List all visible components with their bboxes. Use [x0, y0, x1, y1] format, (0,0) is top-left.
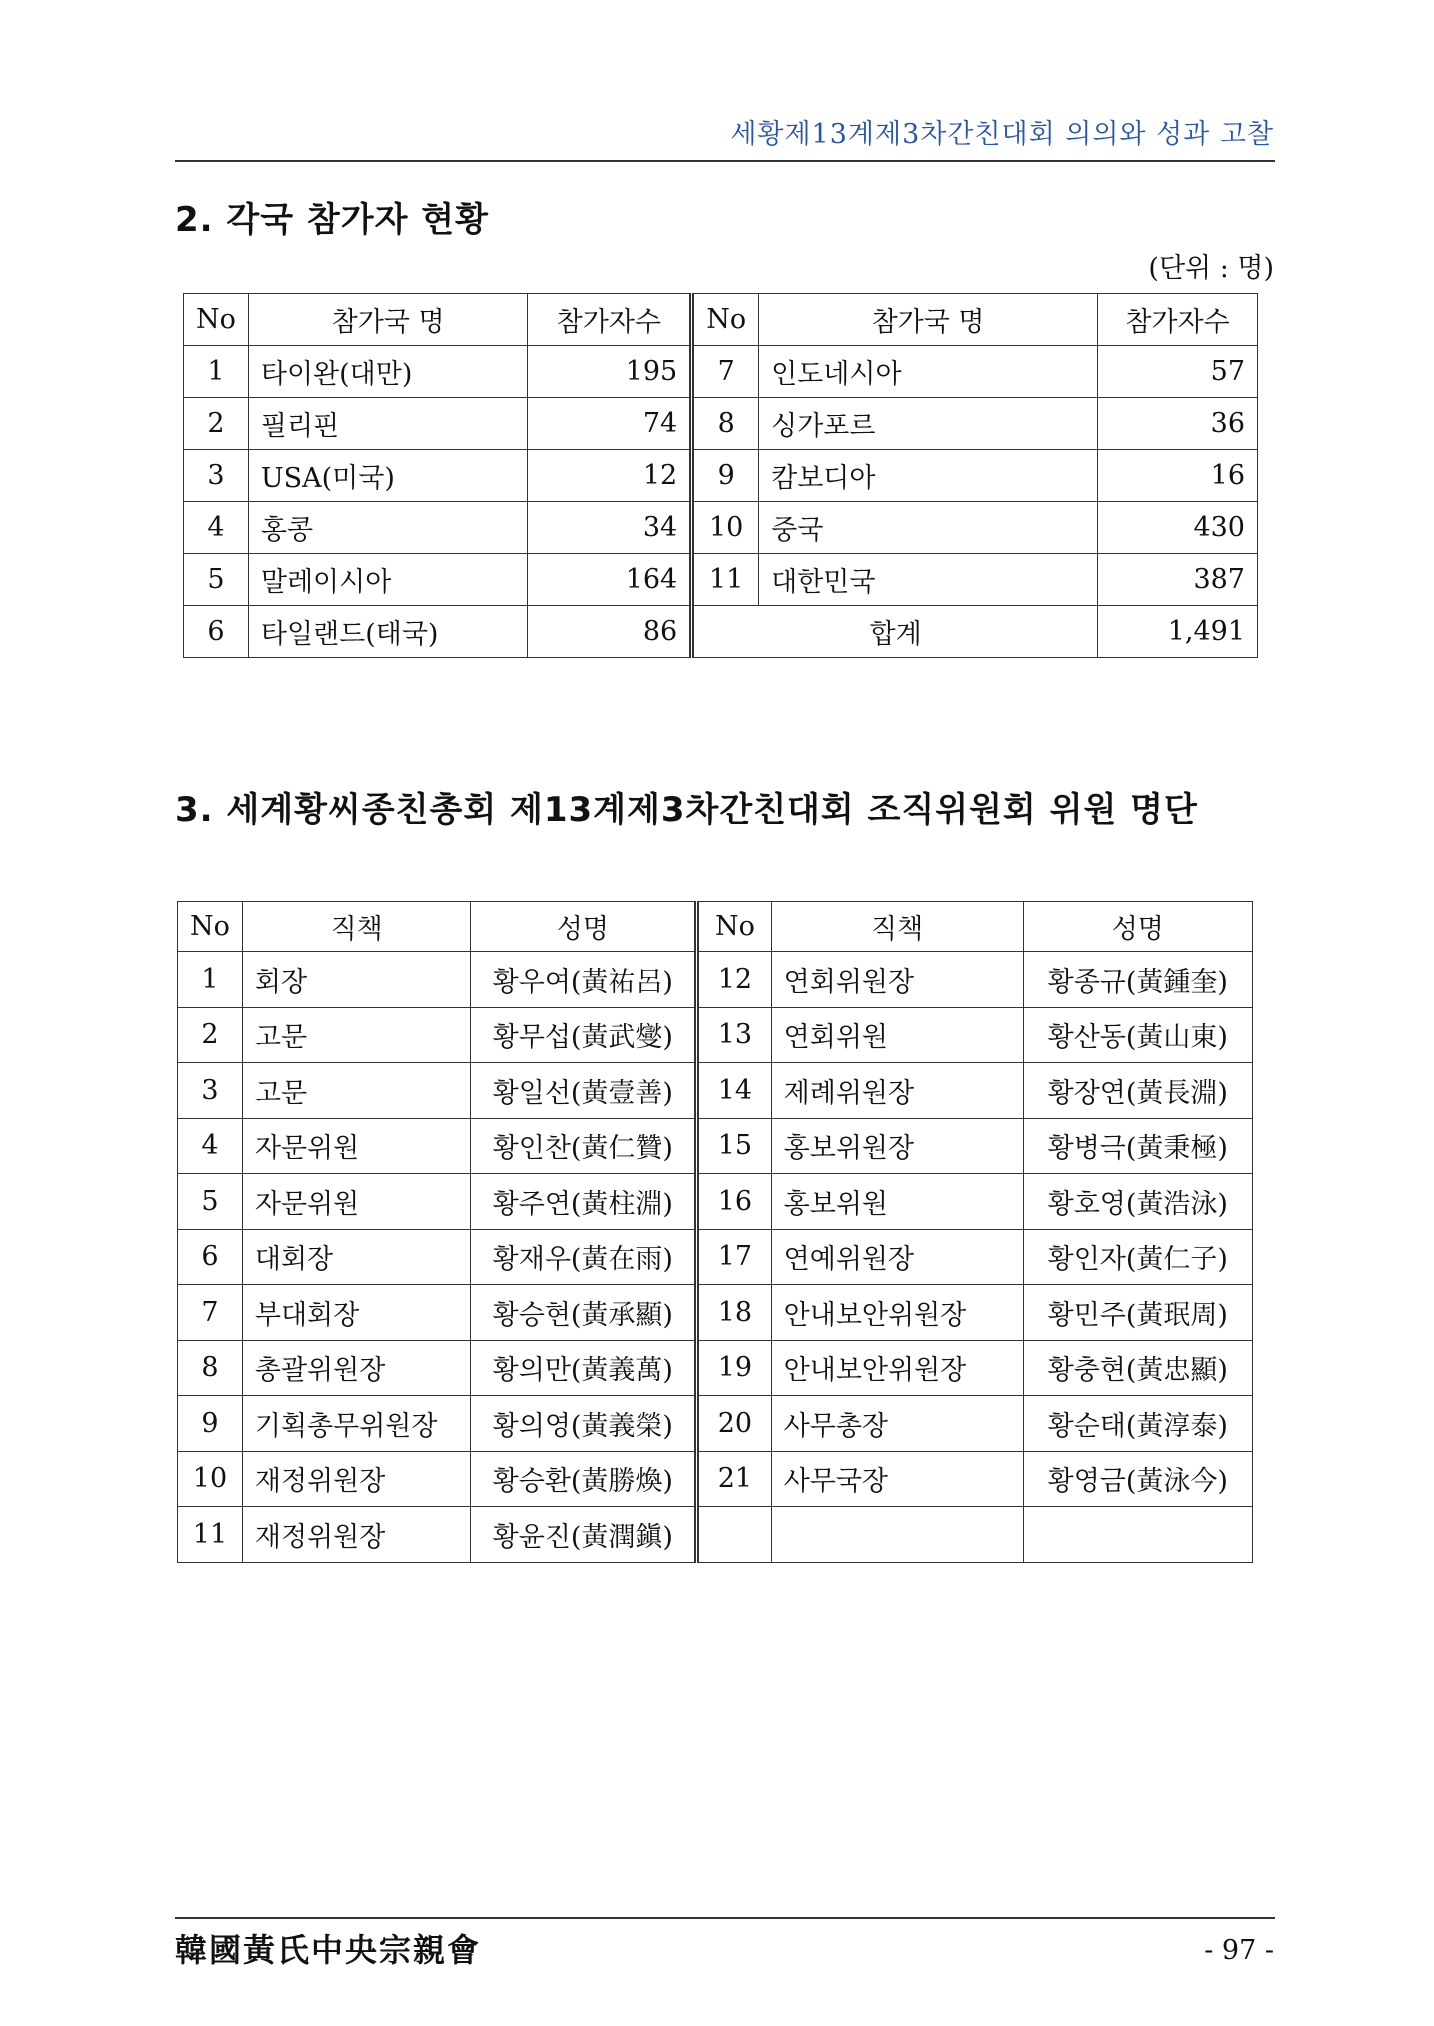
cell-position: 안내보안위원장 [771, 1340, 1023, 1396]
table-header-row [184, 294, 1258, 346]
cell-no: 11 [178, 1507, 243, 1563]
column-header: 직책 [771, 902, 1023, 952]
table-header-row [178, 902, 1253, 952]
cell-no: 8 [692, 398, 759, 450]
table-row [184, 502, 1258, 554]
cell-no: 4 [178, 1118, 243, 1174]
cell-position: 고문 [242, 1063, 471, 1119]
cell-no: 7 [178, 1285, 243, 1341]
cell-country: 타이완(대만) [248, 346, 527, 398]
cell-country: 인도네시아 [759, 346, 1098, 398]
table-row [178, 1174, 1253, 1230]
column-header: No [184, 294, 249, 346]
table-row [178, 1007, 1253, 1063]
cell-count: 430 [1098, 502, 1258, 554]
cell-name: 황의만(黃義萬) [471, 1340, 697, 1396]
cell-no: 20 [697, 1396, 771, 1452]
table-row [178, 1229, 1253, 1285]
column-header: 성명 [471, 902, 697, 952]
cell-position: 사무총장 [771, 1396, 1023, 1452]
cell-name: 황영금(黃泳今) [1023, 1451, 1252, 1507]
cell-name: 황인찬(黃仁贊) [471, 1118, 697, 1174]
cell-no: 18 [697, 1285, 771, 1341]
cell-position: 연회위원장 [771, 952, 1023, 1008]
cell-no: 9 [178, 1396, 243, 1452]
cell-position: 제례위원장 [771, 1063, 1023, 1119]
cell-count: 34 [528, 502, 692, 554]
cell-country: 대한민국 [759, 554, 1098, 606]
cell-position: 홍보위원 [771, 1174, 1023, 1230]
cell-name: 황무섭(黃武燮) [471, 1007, 697, 1063]
cell-no: 4 [184, 502, 249, 554]
cell-count: 12 [528, 450, 692, 502]
cell-name: 황종규(黃鍾奎) [1023, 952, 1252, 1008]
organization-logo-text: 韓國黃氏中央宗親會 [175, 1931, 482, 1969]
table-row [184, 450, 1258, 502]
cell-count: 195 [528, 346, 692, 398]
cell-name: 황승환(黃勝煥) [471, 1451, 697, 1507]
cell-no: 1 [178, 952, 243, 1008]
committee-table [177, 901, 1253, 1563]
section-2-title: 2. 각국 참가자 현황 [175, 200, 489, 240]
cell-country: USA(미국) [248, 450, 527, 502]
table-row [184, 398, 1258, 450]
cell-name: 황순태(黃淳泰) [1023, 1396, 1252, 1452]
cell-count: 74 [528, 398, 692, 450]
cell-country: 캄보디아 [759, 450, 1098, 502]
column-header: 참가국 명 [248, 294, 527, 346]
column-header: 참가자수 [1098, 294, 1258, 346]
cell-country: 싱가포르 [759, 398, 1098, 450]
cell-no: 17 [697, 1229, 771, 1285]
running-header: 세황제13계제3차간친대회 의의와 성과 고찰 [730, 119, 1274, 150]
cell-no: 2 [184, 398, 249, 450]
cell-country: 말레이시아 [248, 554, 527, 606]
cell-count: 57 [1098, 346, 1258, 398]
column-header: 참가국 명 [759, 294, 1098, 346]
cell-no: 3 [178, 1063, 243, 1119]
cell-no: 1 [184, 346, 249, 398]
cell-no: 8 [178, 1340, 243, 1396]
cell-name: 황의영(黃義榮) [471, 1396, 697, 1452]
cell-position: 총괄위원장 [242, 1340, 471, 1396]
table-row [178, 1507, 1253, 1563]
cell-name: 황우여(黃祐呂) [471, 952, 697, 1008]
table-row [178, 1063, 1253, 1119]
cell-position: 자문위원 [242, 1118, 471, 1174]
column-header: No [178, 902, 243, 952]
cell-no: 3 [184, 450, 249, 502]
cell-position: 재정위원장 [242, 1507, 471, 1563]
cell-name: 황재우(黃在雨) [471, 1229, 697, 1285]
cell-country: 홍콩 [248, 502, 527, 554]
cell-name: 황민주(黃珉周) [1023, 1285, 1252, 1341]
cell-name: 황병극(黃秉極) [1023, 1118, 1252, 1174]
table-row [184, 606, 1258, 658]
table-row [178, 1340, 1253, 1396]
cell-position: 재정위원장 [242, 1451, 471, 1507]
cell-no [697, 1507, 771, 1563]
total-value: 1,491 [1098, 606, 1258, 658]
cell-no: 2 [178, 1007, 243, 1063]
table-row [178, 952, 1253, 1008]
cell-no: 15 [697, 1118, 771, 1174]
column-header: 참가자수 [528, 294, 692, 346]
cell-name: 황윤진(黃潤鎭) [471, 1507, 697, 1563]
table-row [184, 554, 1258, 606]
cell-no: 14 [697, 1063, 771, 1119]
section-3-title: 3. 세계황씨종친총회 제13계제3차간친대회 조직위원회 위원 명단 [175, 790, 1198, 830]
cell-position [771, 1507, 1023, 1563]
cell-position: 연예위원장 [771, 1229, 1023, 1285]
cell-no: 7 [692, 346, 759, 398]
cell-count: 36 [1098, 398, 1258, 450]
column-header: 직책 [242, 902, 471, 952]
column-header: No [692, 294, 759, 346]
table-row [178, 1118, 1253, 1174]
cell-name [1023, 1507, 1252, 1563]
cell-no: 19 [697, 1340, 771, 1396]
cell-name: 황장연(黃長淵) [1023, 1063, 1252, 1119]
cell-count: 387 [1098, 554, 1258, 606]
table-row [178, 1451, 1253, 1507]
column-header: No [697, 902, 771, 952]
cell-no: 5 [178, 1174, 243, 1230]
cell-count: 164 [528, 554, 692, 606]
table-row [178, 1396, 1253, 1452]
cell-name: 황충현(黃忠顯) [1023, 1340, 1252, 1396]
cell-count: 16 [1098, 450, 1258, 502]
cell-position: 연회위원 [771, 1007, 1023, 1063]
cell-name: 황산동(黃山東) [1023, 1007, 1252, 1063]
cell-position: 안내보안위원장 [771, 1285, 1023, 1341]
cell-position: 대회장 [242, 1229, 471, 1285]
cell-position: 홍보위원장 [771, 1118, 1023, 1174]
unit-label: (단위 : 명) [1148, 253, 1274, 284]
cell-name: 황승현(黃承顯) [471, 1285, 697, 1341]
cell-country: 타일랜드(태국) [248, 606, 527, 658]
footer-divider [175, 1917, 1275, 1919]
cell-no: 6 [184, 606, 249, 658]
cell-country: 중국 [759, 502, 1098, 554]
cell-name: 황인자(黃仁子) [1023, 1229, 1252, 1285]
cell-name: 황일선(黃壹善) [471, 1063, 697, 1119]
total-label: 합계 [692, 606, 1098, 658]
table-row [178, 1285, 1253, 1341]
header-divider [175, 160, 1275, 162]
table-row [184, 346, 1258, 398]
cell-no: 5 [184, 554, 249, 606]
cell-name: 황호영(黃浩泳) [1023, 1174, 1252, 1230]
cell-no: 10 [178, 1451, 243, 1507]
participants-table [183, 293, 1258, 658]
cell-position: 자문위원 [242, 1174, 471, 1230]
cell-no: 11 [692, 554, 759, 606]
cell-no: 6 [178, 1229, 243, 1285]
cell-no: 16 [697, 1174, 771, 1230]
column-header: 성명 [1023, 902, 1252, 952]
cell-no: 10 [692, 502, 759, 554]
cell-no: 9 [692, 450, 759, 502]
cell-position: 고문 [242, 1007, 471, 1063]
cell-position: 부대회장 [242, 1285, 471, 1341]
cell-position: 기획총무위원장 [242, 1396, 471, 1452]
cell-position: 사무국장 [771, 1451, 1023, 1507]
cell-name: 황주연(黃柱淵) [471, 1174, 697, 1230]
cell-no: 12 [697, 952, 771, 1008]
page-number: - 97 - [1204, 1935, 1274, 1966]
cell-no: 13 [697, 1007, 771, 1063]
cell-no: 21 [697, 1451, 771, 1507]
cell-count: 86 [528, 606, 692, 658]
cell-position: 회장 [242, 952, 471, 1008]
cell-country: 필리핀 [248, 398, 527, 450]
